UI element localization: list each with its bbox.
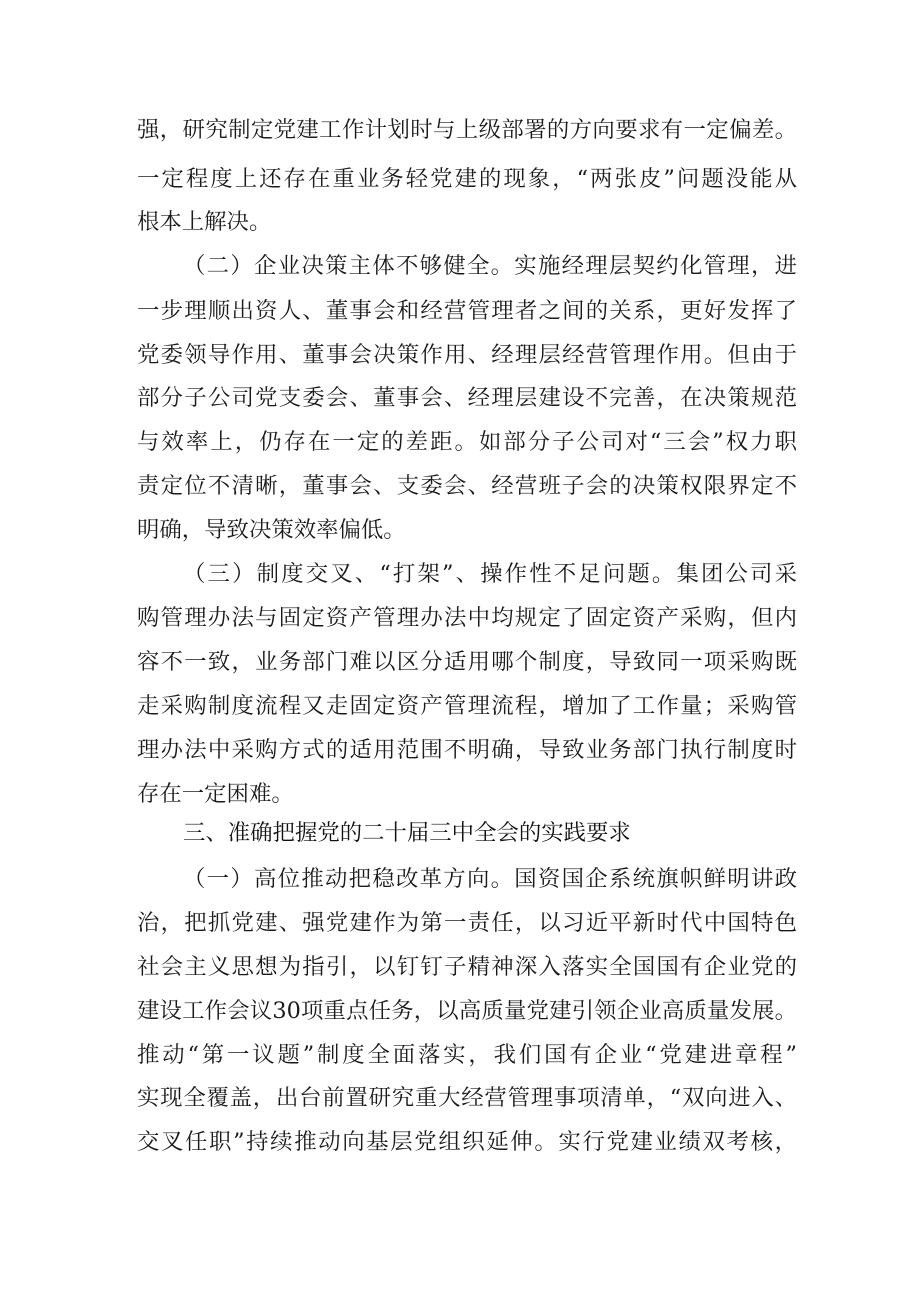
text-line: 一步理顺出资人、董事会和经营管理者之间的关系，更好发挥了	[137, 298, 797, 324]
text-line: 强，研究制定党建工作计划时与上级部署的方向要求有一定偏差。	[137, 117, 797, 143]
text-line: 实现全覆盖，出台前置研究重大经营管理事项清单，“双向进入、	[137, 1085, 797, 1111]
text-line: 党委领导作用、董事会决策作用、经理层经营管理作用。但由于	[137, 342, 797, 368]
text-line: 建设工作会议30项重点任务，以高质量党建引领企业高质量发展。	[137, 998, 797, 1024]
text-line: 购管理办法与固定资产管理办法中均规定了固定资产采购，但内	[137, 605, 797, 631]
text-line: 责定位不清晰，董事会、支委会、经营班子会的决策权限界定不	[137, 473, 797, 499]
text-line: 推动“第一议题”制度全面落实，我们国有企业“党建进章程”	[137, 1042, 797, 1068]
text-line: 一定程度上还存在重业务轻党建的现象，“两张皮”问题没能从	[137, 166, 797, 192]
text-line: 社会主义思想为指引，以钉钉子精神深入落实全国国有企业党的	[137, 954, 797, 980]
text-line: 容不一致，业务部门难以区分适用哪个制度，导致同一项采购既	[137, 649, 797, 675]
text-line: 明确，导致决策效率偏低。	[137, 517, 406, 543]
text-line: 部分子公司党支委会、董事会、经理层建设不完善，在决策规范	[137, 385, 797, 411]
text-line: 存在一定困难。	[137, 781, 294, 807]
text-line: （三）制度交叉、“打架”、操作性不足问题。集团公司采	[183, 561, 797, 587]
text-line: 交叉任职”持续推动向基层党组织延伸。实行党建业绩双考核，	[137, 1129, 797, 1155]
text-line: 与效率上，仍存在一定的差距。如部分子公司对“三会”权力职	[137, 429, 797, 455]
text-line: 根本上解决。	[137, 209, 272, 235]
text-line: 治，把抓党建、强党建作为第一责任，以习近平新时代中国特色	[137, 910, 797, 936]
section-heading: 三、准确把握党的二十届三中全会的实践要求	[183, 820, 631, 846]
text-line: 理办法中采购方式的适用范围不明确，导致业务部门执行制度时	[137, 737, 797, 763]
text-line: （一）高位推动把稳改革方向。国资国企系统旗帜鲜明讲政	[183, 866, 797, 892]
text-line: 走采购制度流程又走固定资产管理流程，增加了工作量；采购管	[137, 693, 797, 719]
text-line: （二）企业决策主体不够健全。实施经理层契约化管理，进	[183, 253, 797, 279]
